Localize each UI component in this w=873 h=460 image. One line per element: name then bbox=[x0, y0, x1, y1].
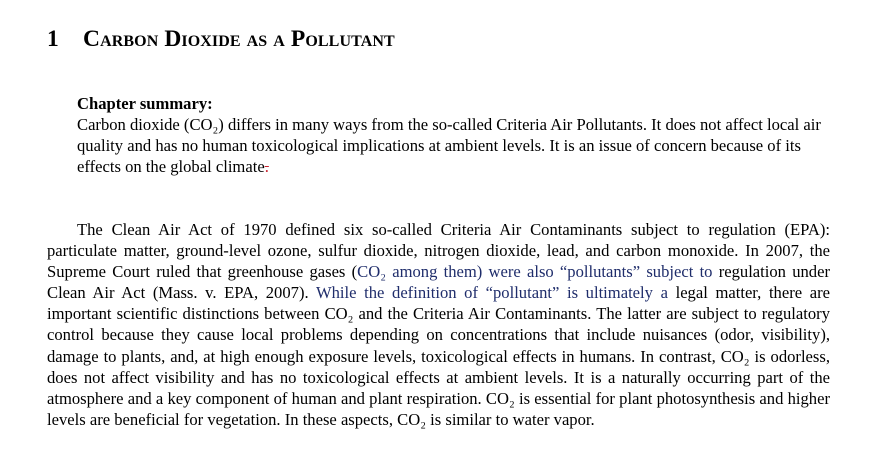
body-text-part-1: The Clean Air Act of 1970 defined six so-called Criteria Air Contaminants subject to regulation (EPA): particulate matter, ground-level ozone, sulfur dioxide, nitrogen dioxide, lead, and carbon monoxide. In 2007, the Supreme Court ruled that greenhouse gases ( bbox=[47, 220, 830, 282]
body-text-part-2: regulation under Clean Air Act (Mass. v. EPA, 2007). bbox=[47, 262, 830, 303]
deleted-period-mark: . bbox=[264, 157, 269, 176]
body-text-part-3: legal matter, there are important scientific distinctions between CO₂ and the Criteria Air Contaminants. The latter are subject to regulatory control because they cause local problems depending on concentrations that include nuisances (odor, visibility), damage to plants, and, at high enough exposure levels, toxicological effects in humans. In contrast, CO₂ is odorless, does not affect visibility and has no toxicological effects at ambient levels. It is a naturally occurring part of the atmosphere and a key component of human and plant respiration. CO₂ is essential for plant photosynthesis and higher levels are beneficial for vegetation. In these aspects, CO₂ is similar to water vapor. bbox=[47, 283, 830, 429]
chapter-summary-text bbox=[77, 114, 831, 177]
body-paragraph bbox=[47, 219, 830, 430]
chapter-summary bbox=[77, 93, 831, 177]
chapter-summary-label: Chapter summary: bbox=[77, 94, 213, 113]
chapter-summary-body: Carbon dioxide (CO₂) differs in many ways from the so-called Criteria Air Pollutants. It does not affect local air quality and has no human toxicological implications at ambient levels. It is an issue of concern because of its effects on the global climate bbox=[77, 115, 821, 176]
chapter-title: Carbon Dioxide as a Pollutant bbox=[83, 26, 395, 52]
body-tracked-change-2: While the definition of “pollutant” is ultimately a bbox=[315, 283, 668, 303]
chapter-number: 1 bbox=[47, 26, 59, 52]
chapter-heading bbox=[47, 26, 395, 53]
body-tracked-change-1: CO₂ among them) were also “pollutants” subject to bbox=[357, 262, 713, 282]
